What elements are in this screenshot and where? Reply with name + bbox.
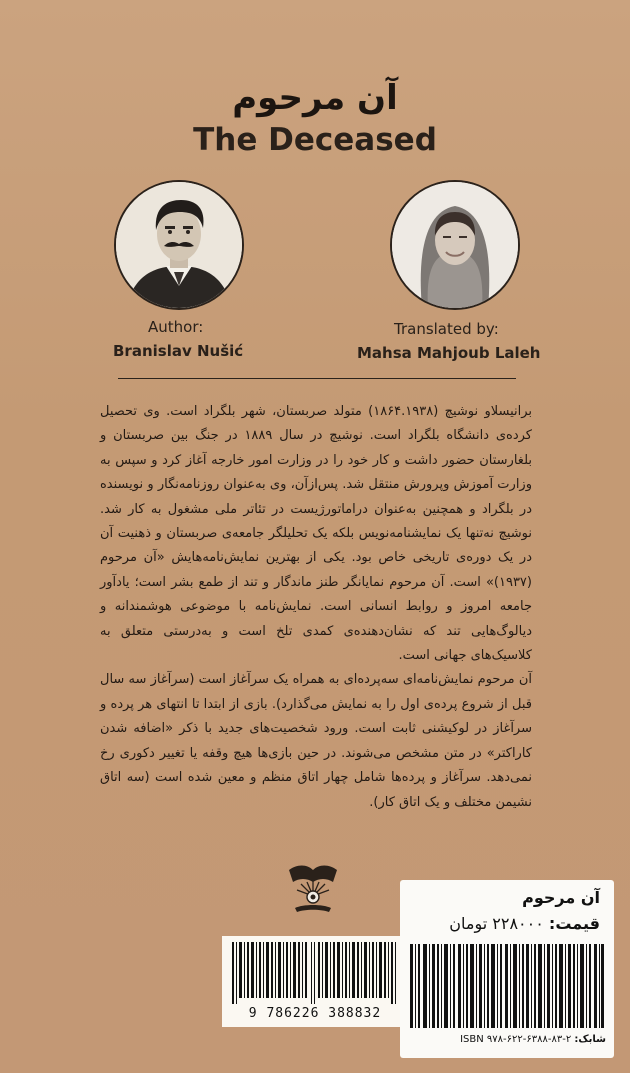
author-portrait (114, 180, 244, 310)
price-label-text: قیمت: (548, 914, 600, 933)
price-label-title: آن مرحوم (522, 888, 600, 907)
price-value: ۲۲۸۰۰۰ تومان (449, 914, 544, 933)
isbn-label: شابک: (574, 1034, 606, 1045)
barcode-bars (232, 942, 398, 1004)
isbn-line (410, 1034, 606, 1045)
price-line (449, 914, 600, 933)
isbn-value: ۲-۸۳-۶۳۸۸-۶۲۲-۹۷۸ ISBN (460, 1034, 572, 1045)
description-paragraph-2: آن مرحوم نمایش‌نامه‌ای سه‌پرده‌ای به همراه یک سرآغاز است (سرآغاز سه سال قبل از شروع پرده‌ی اول را به نمایش می‌گذارد). بازی از ابتدا تا انتهای هر پرده و سرآغاز در لوکیشنی ثابت است. ورود شخصیت‌های جدید با ذکر «اضافه شدن کاراکتر» در متن مشخص می‌شوند. در حین بازی‌ها هیچ وقفه یا تغییر دکوری رخ نمی‌دهد. سرآغاز و پرده‌ها شامل چهار اتاق منظم و معین شده است (سه اتاق نشیمن مختلف و یک اتاق کار). (100, 672, 532, 810)
section-divider (118, 378, 516, 379)
translator-portrait (390, 180, 520, 310)
book-description (100, 400, 532, 815)
publisher-logo-icon (283, 860, 343, 916)
price-label-sticker (400, 880, 614, 1058)
author-name: Branislav Nušić (113, 342, 244, 360)
translator-role-label: Translated by: (394, 320, 499, 338)
barcode-number: 9 786226 388832 (248, 1006, 382, 1021)
description-paragraph-1: برانیسلاو نوشیچ (۱۸۶۴.۱۹۳۸) متولد صربستان، شهر بلگراد است. وی تحصیل کرده‌ی دانشگاه بلگراد است. نوشیچ در سال ۱۸۸۹ در جنگ بین صربستان و بلغارستان حضور داشت و کار خود را در وزارت امور خارجه آغاز کرد و سپس به وزارت آموزش وپرورش منتقل شد. پس‌ازآن، وی به‌عنوان روزنامه‌نگار و نویسنده در بلگراد و همچنین به‌عنوان دراماتورژیست در تئاتر ملی مشغول به کار شد. نوشیچ نه‌تنها یک نمایشنامه‌نویس بلکه یک تحلیلگر جامعه‌ی صربستان و ذهنیت آن در یک دوره‌ی تاریخی خاص بود. یکی از بهترین نمایش‌نامه‌هایش «آن مرحوم (۱۹۳۷)» است. آن مرحوم نمایانگر طنز ماندگار و تند از طمع بشر است؛ یادآور جامعه امروز و روابط انسانی است. نمایش‌نامه با موضوعی هوشمندانه و دیالوگ‌هایی تند که نشان‌دهنده‌ی کمدی تلخ است و به‌درستی متعلق به کلاسیک‌های جهانی است. (100, 404, 533, 664)
price-barcode-bars (410, 944, 604, 1028)
translator-name: Mahsa Mahjoub Laleh (357, 344, 541, 362)
barcode (222, 936, 408, 1027)
title-persian: آن مرحوم (232, 78, 398, 118)
author-role-label: Author: (148, 318, 204, 336)
title-english: The Deceased (193, 122, 437, 158)
